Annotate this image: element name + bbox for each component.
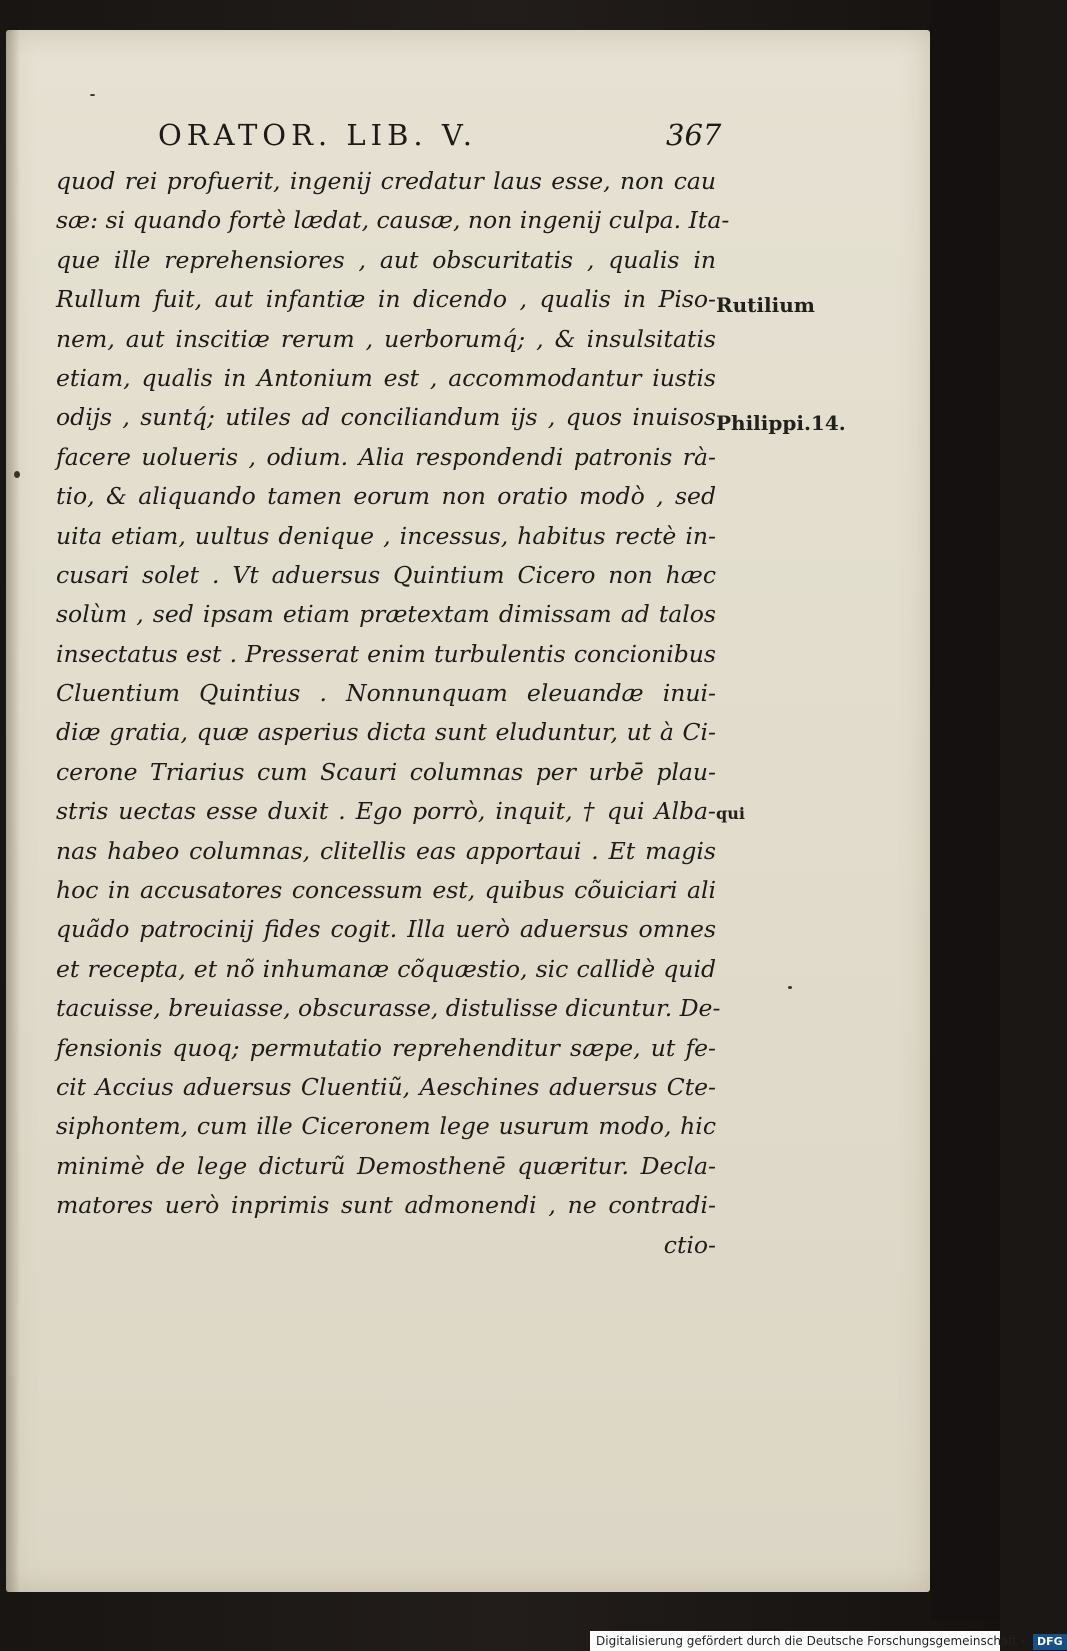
text-line: sæ: si quando fortè lædat, causæ, non ingenij culpa. Ita- [56,206,730,235]
text-line: nem, aut inscitiæ rerum , uerborumq́; , & insulsitatis [56,324,716,353]
text-line: cusari solet . Vt aduersus Quintium Cicero non hæc [56,560,716,589]
running-head-title: ORATOR. LIB. V. [158,118,477,152]
text-line: uita etiam, uultus denique , incessus, habitus rectè in- [56,521,716,550]
text-line: Cluentium Quintius . Nonnunquam eleuandæ inui- [56,679,716,708]
catchword: ctio- [663,1230,716,1259]
ink-speck [90,94,95,96]
page-number: 367 [666,118,722,152]
text-line: tio, & aliquando tamen eorum non oratio modò , sed [56,482,716,511]
body-text [56,162,730,1265]
text-line: quãdo patrocinij fides cogit. Illa uerò aduersus omnes [56,915,716,944]
ink-speck [788,986,792,989]
text-line: fensionis quoq; permutatio reprehenditur sæpe, ut fe- [56,1033,716,1062]
text-line: insectatus est . Presserat enim turbulentis concionibus [56,639,716,668]
text-line: solùm , sed ipsam etiam prætextam dimissam ad talos [56,600,716,629]
text-line: cerone Triarius cum Scauri columnas per urbē plau- [56,757,716,786]
ink-speck [14,471,20,478]
text-line: matores uerò inprimis sunt admonendi , ne contradi- [56,1191,716,1220]
text-line: hoc in accusatores concessum est, quibus cõuiciari ali [56,876,716,905]
text-line: facere uolueris , odium. Alia respondendi patronis rà- [56,442,716,471]
text-line: etiam, qualis in Antonium est , accommodantur iustis [56,363,716,392]
dfg-logo: DFG [1033,1634,1067,1650]
text-line: siphontem, cum ille Ciceronem lege usurum modo, hic [56,1112,716,1141]
text-line: que ille reprehensiores , aut obscuritatis , qualis in [56,245,716,274]
text-line: stris uectas esse duxit . Ego porrò, inquit, † qui Alba- [56,797,716,826]
text-line: nas habeo columnas, clitellis eas apportaui . Et magis [56,836,716,865]
text-line: diæ gratia, quæ asperius dicta sunt eluduntur, ut à Ci- [56,718,716,747]
text-line: quod rei profuerit, ingenij credatur laus esse, non cau [56,167,716,195]
digitization-credit [590,1631,1063,1651]
gutter-shadow [6,30,20,1592]
text-line: Rullum fuit, aut infantiæ in dicendo , qualis in Piso- [56,285,716,314]
marginal-note: Philippi.14. [716,411,846,435]
marginal-note: Rutilium [716,293,815,317]
book-board [930,0,1000,1620]
text-line: et recepta, et nõ inhumanæ cõquæstio, sic callidè quid [56,954,716,983]
text-line: minimè de lege dicturũ Demosthenē quæritur. Decla- [56,1151,716,1180]
text-line: tacuisse, breuiasse, obscurasse, distulisse dicuntur. De- [56,994,721,1023]
running-head [158,118,722,162]
text-line: odijs , suntq́; utiles ad conciliandum ijs , quos inuisos [56,403,716,432]
text-line: cit Accius aduersus Cluentiũ, Aeschines aduersus Cte- [56,1072,716,1101]
marginal-note: qui [716,804,745,823]
credit-text: Digitalisierung gefördert durch die Deutsche Forschungsgemeinschaft - [596,1634,1026,1648]
